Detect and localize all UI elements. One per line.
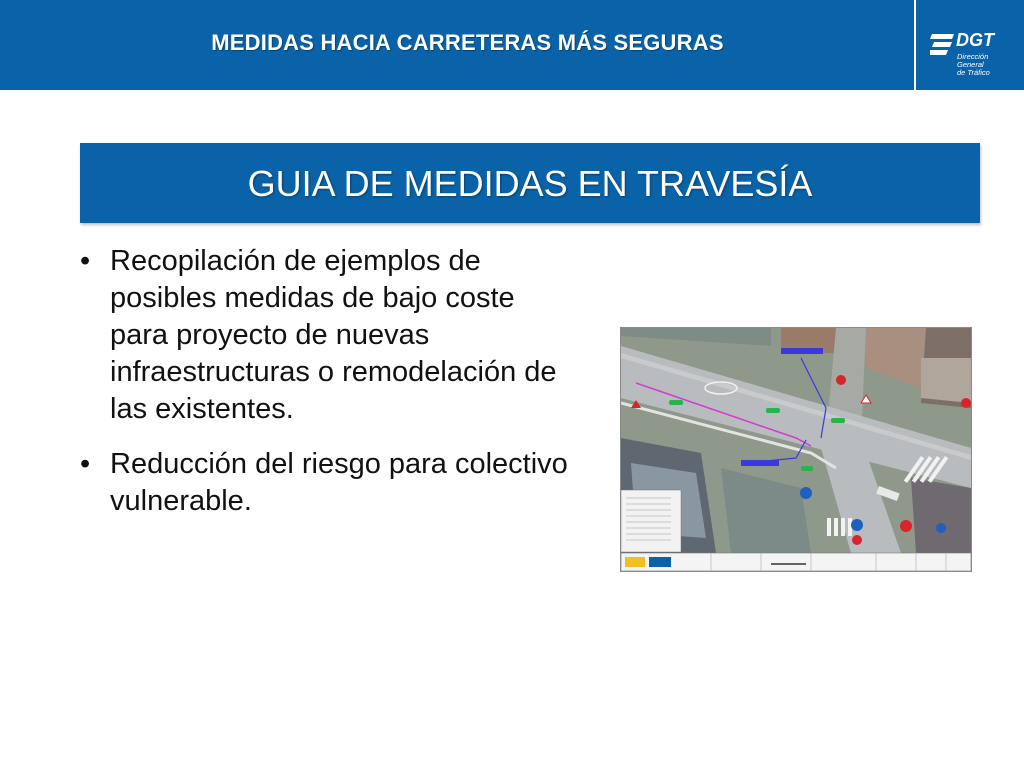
dgt-logo-subtitle xyxy=(957,53,1017,77)
dgt-logo xyxy=(914,0,1024,90)
dgt-logo-icon xyxy=(930,30,956,58)
bullet-glyph: • xyxy=(80,448,91,480)
bullet-text: Reducción del riesgo para colectivo vulnerable. xyxy=(110,448,568,517)
header-title: MEDIDAS HACIA CARRETERAS MÁS SEGURAS xyxy=(211,30,724,55)
dgt-logo-subtitle-line2: de Tráfico xyxy=(957,68,990,77)
bullet-list xyxy=(78,243,578,538)
dgt-logo-subtitle-line1: Dirección General xyxy=(957,52,989,69)
dgt-logo-name: DGT xyxy=(956,30,994,50)
aerial-intersection-plan-image xyxy=(620,327,972,572)
header-bar xyxy=(0,0,1024,90)
slide-title: GUIA DE MEDIDAS EN TRAVESÍA xyxy=(247,163,813,204)
bullet-glyph: • xyxy=(80,245,91,277)
bullet-item xyxy=(78,243,578,428)
bullet-item xyxy=(78,446,578,520)
aerial-plan-drawing xyxy=(621,328,971,571)
slide-title-bar xyxy=(80,143,980,223)
bullet-text: Recopilación de ejemplos de posibles medidas de bajo coste para proyecto de nuevas infraestructuras o remodelación de las existentes. xyxy=(110,245,557,425)
